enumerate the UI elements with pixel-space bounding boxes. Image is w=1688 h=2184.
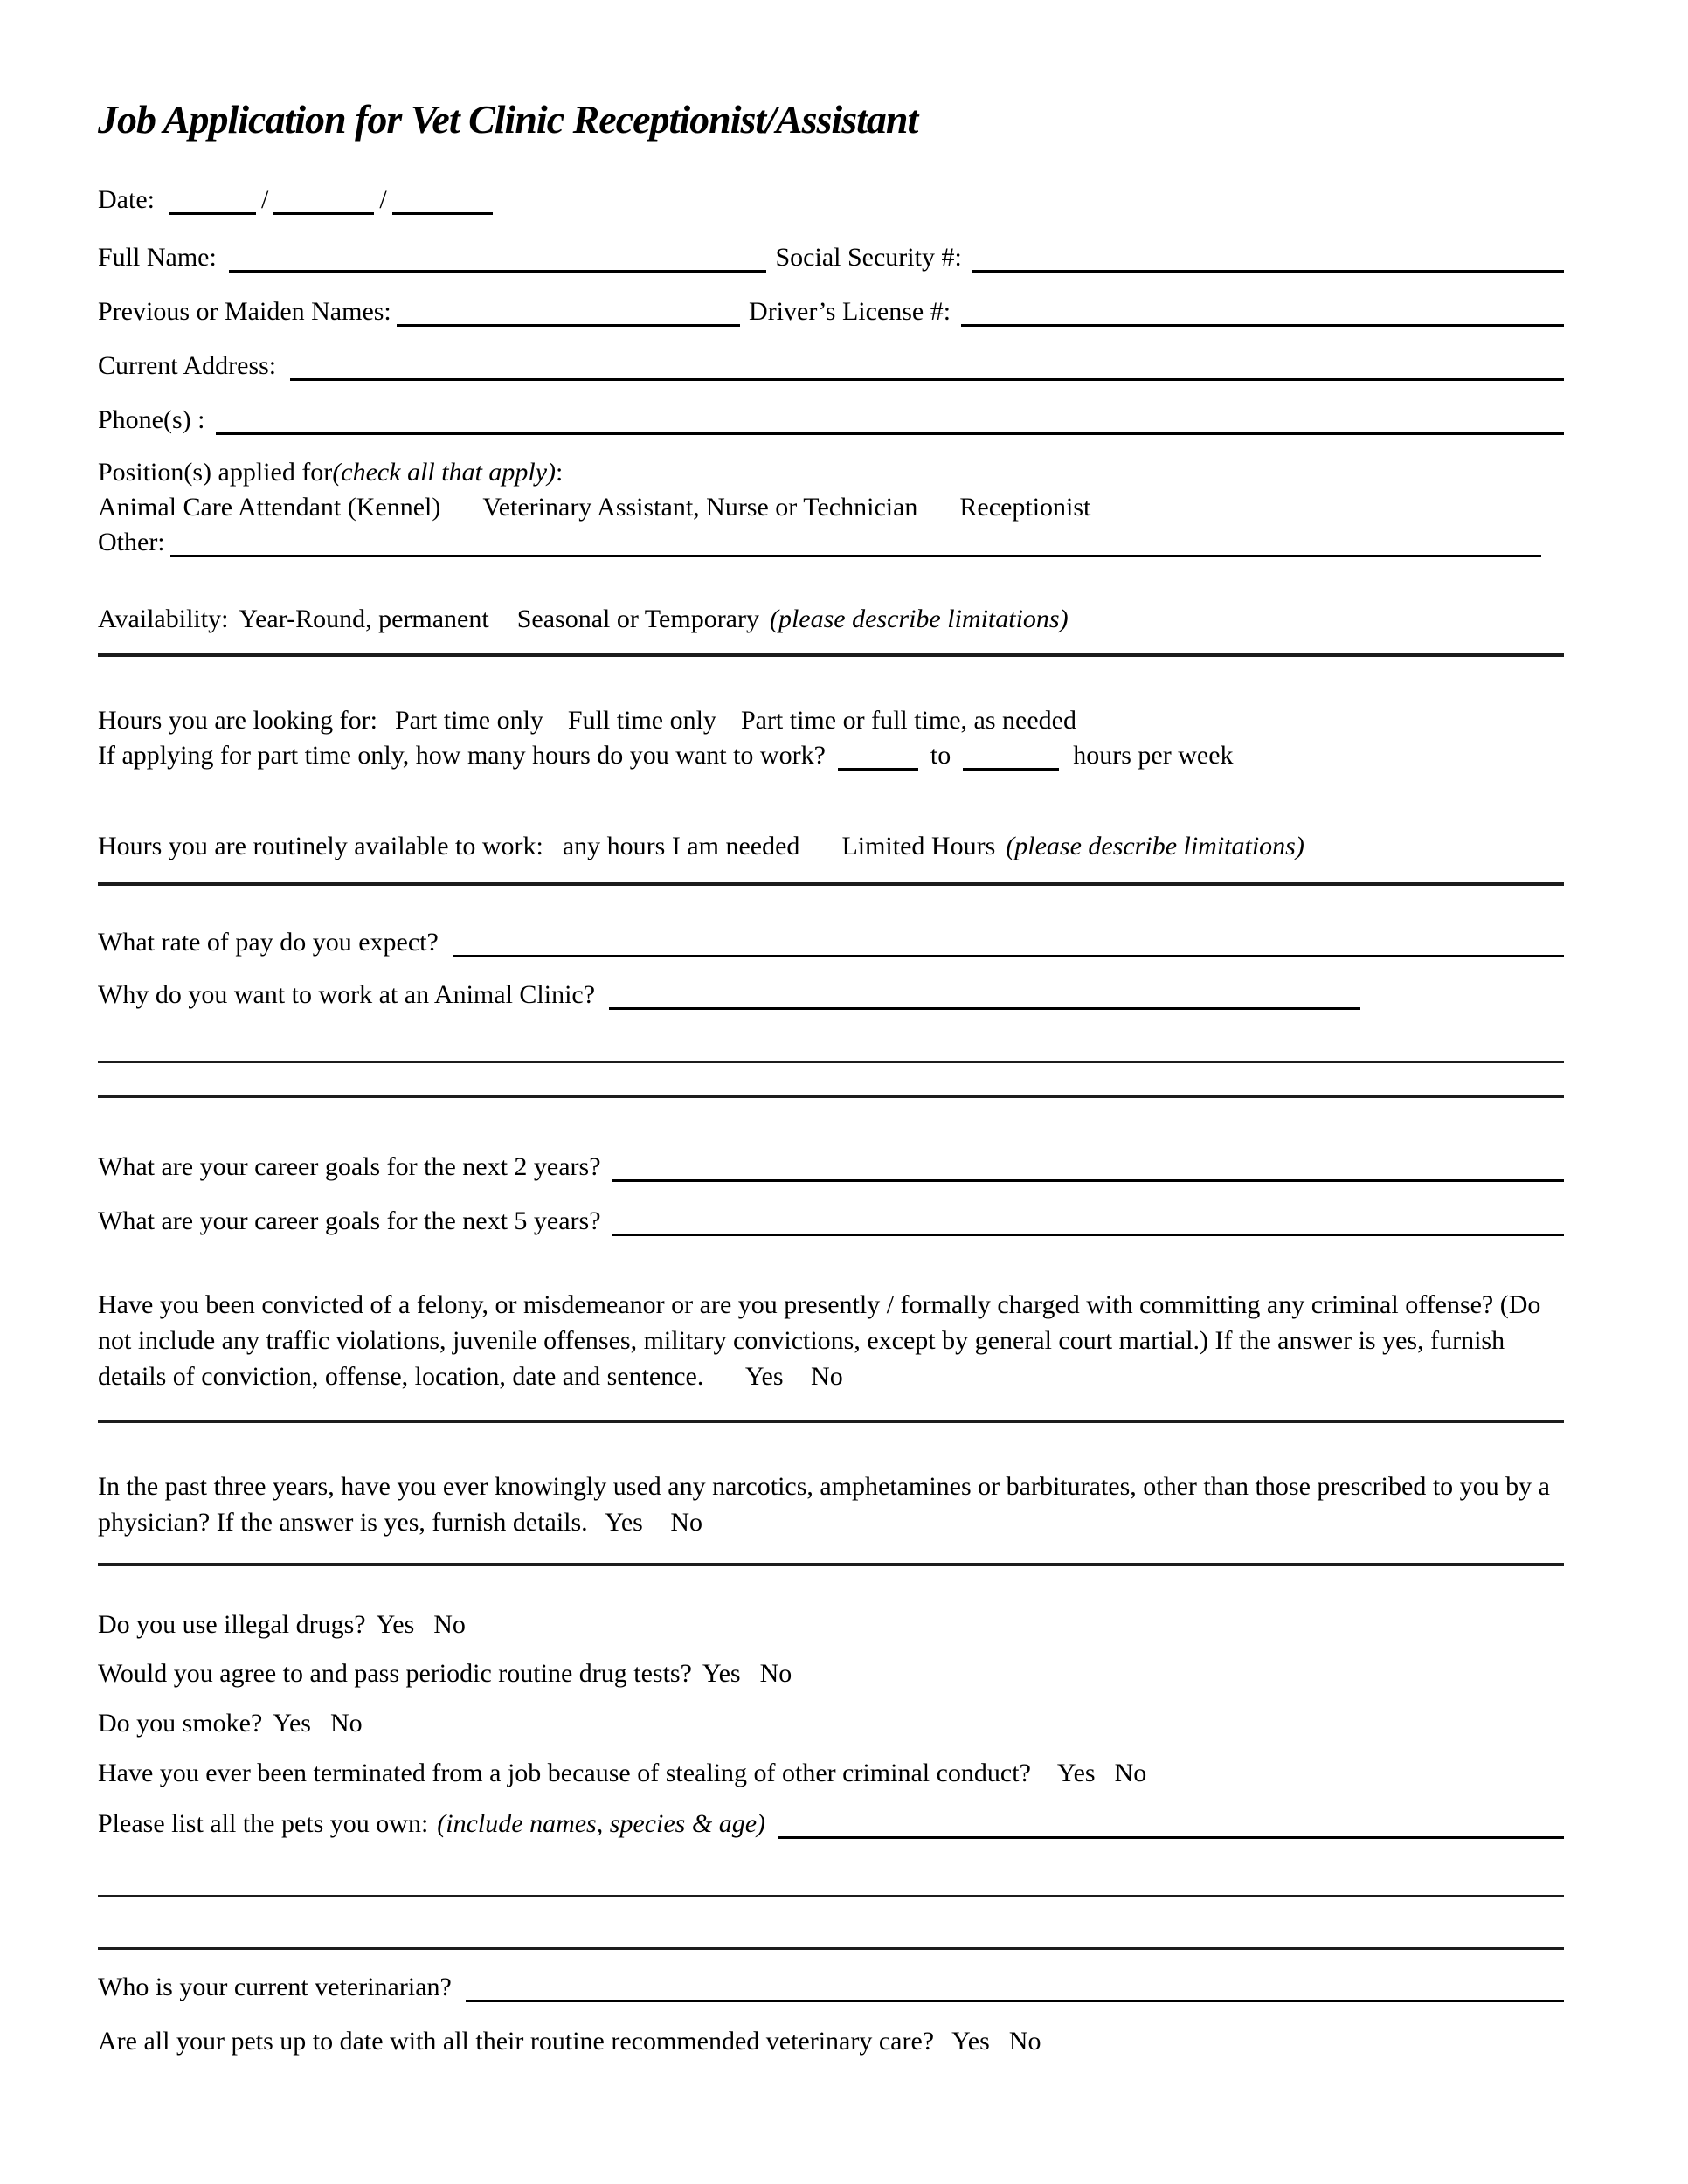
drivers-license-field[interactable] <box>961 297 1564 327</box>
availability-label: Availability: <box>98 605 229 633</box>
routine-hours-note: (please describe limitations) <box>1006 832 1304 860</box>
hours-option-part-time[interactable]: Part time only <box>394 706 543 735</box>
routine-option-limited[interactable]: Limited Hours <box>841 832 996 860</box>
terminated-question: Have you ever been terminated from a job because of stealing of other criminal conduct? <box>98 1759 1031 1787</box>
current-address-label: Current Address: <box>98 351 277 380</box>
why-clinic-field[interactable] <box>609 980 1360 1010</box>
narcotics-details-line[interactable] <box>98 1563 1564 1566</box>
goals-2yr-row <box>98 1152 1564 1182</box>
phones-row <box>98 405 1564 435</box>
veterinarian-question: Who is your current veterinarian? <box>98 1973 452 2001</box>
pets-up-to-date-row <box>98 2027 1564 2056</box>
pets-note: (include names, species & age) <box>437 1809 765 1838</box>
availability-note: (please describe limitations) <box>769 605 1069 633</box>
routine-hours-row <box>98 832 1564 861</box>
illegal-drugs-no-option[interactable]: No <box>433 1610 466 1639</box>
routine-limitations-line[interactable] <box>98 882 1564 886</box>
narcotics-question <box>98 1469 1564 1540</box>
page-title: Job Application for Vet Clinic Receptionist/Assistant <box>98 97 918 142</box>
why-clinic-answer-line-2[interactable] <box>98 1095 1564 1098</box>
date-month-field[interactable] <box>169 185 256 215</box>
position-option-receptionist[interactable]: Receptionist <box>959 493 1091 522</box>
smoke-yes-option[interactable]: Yes <box>273 1709 311 1738</box>
pets-up-to-date-yes-option[interactable]: Yes <box>951 2027 990 2056</box>
previous-names-label: Previous or Maiden Names: <box>98 297 391 326</box>
drug-tests-question: Would you agree to and pass periodic routine drug tests? <box>98 1659 692 1688</box>
full-name-field[interactable] <box>229 243 767 273</box>
goals-2yr-field[interactable] <box>612 1152 1564 1182</box>
smoke-row <box>98 1709 1564 1738</box>
pets-question: Please list all the pets you own: <box>98 1809 429 1838</box>
hours-looking-row <box>98 706 1564 736</box>
positions-other-row <box>98 528 1564 557</box>
date-year-field[interactable] <box>392 185 493 215</box>
pets-up-to-date-no-option[interactable]: No <box>1008 2027 1041 2056</box>
why-clinic-question: Why do you want to work at an Animal Clinic? <box>98 980 596 1009</box>
other-position-field[interactable] <box>170 528 1541 557</box>
ssn-field[interactable] <box>972 243 1564 273</box>
pets-field[interactable] <box>778 1809 1564 1839</box>
hours-option-full-time[interactable]: Full time only <box>567 706 716 735</box>
narcotics-no-option[interactable]: No <box>670 1508 703 1537</box>
ssn-label: Social Security #: <box>775 243 962 272</box>
availability-option-seasonal[interactable]: Seasonal or Temporary <box>516 605 759 633</box>
smoke-question: Do you smoke? <box>98 1709 263 1738</box>
pets-answer-line-1[interactable] <box>98 1895 1564 1897</box>
position-option-vet-assistant[interactable]: Veterinary Assistant, Nurse or Technician <box>482 493 918 522</box>
other-label: Other: <box>98 528 165 556</box>
veterinarian-field[interactable] <box>466 1973 1564 2002</box>
pets-answer-line-2[interactable] <box>98 1947 1564 1950</box>
current-address-field[interactable] <box>290 351 1564 381</box>
goals-5yr-row <box>98 1206 1564 1236</box>
date-row <box>98 185 1564 215</box>
felony-yes-option[interactable]: Yes <box>744 1362 784 1391</box>
felony-question-text: Have you been convicted of a felony, or misdemeanor or are you presently / formally charged with committing any criminal offense? (Do not include any traffic violations, juvenile offenses, military convictions, except by general court martial.) If the answer is yes, furnish details of conviction, offense, location, date and sentence. <box>98 1290 1541 1391</box>
positions-options-row <box>98 493 1564 522</box>
full-name-label: Full Name: <box>98 243 217 272</box>
hours-option-part-or-full[interactable]: Part time or full time, as needed <box>740 706 1076 735</box>
pets-row <box>98 1809 1564 1839</box>
positions-intro-note: (check all that apply) <box>332 458 557 487</box>
terminated-row <box>98 1759 1564 1788</box>
goals-5yr-field[interactable] <box>612 1206 1564 1236</box>
part-time-hours-row <box>98 741 1564 771</box>
position-option-kennel[interactable]: Animal Care Attendant (Kennel) <box>98 493 441 522</box>
routine-hours-label: Hours you are routinely available to work: <box>98 832 543 860</box>
felony-details-line[interactable] <box>98 1420 1564 1423</box>
illegal-drugs-row <box>98 1610 1564 1640</box>
name-ssn-row <box>98 243 1564 273</box>
positions-intro-colon: : <box>556 458 564 487</box>
smoke-no-option[interactable]: No <box>329 1709 363 1738</box>
date-day-field[interactable] <box>273 185 374 215</box>
goals-2yr-question: What are your career goals for the next 2 years? <box>98 1152 601 1181</box>
hours-from-field[interactable] <box>838 741 918 771</box>
routine-option-any-hours[interactable]: any hours I am needed <box>562 832 800 860</box>
previous-names-field[interactable] <box>397 297 740 327</box>
address-row <box>98 351 1564 381</box>
why-clinic-answer-line-1[interactable] <box>98 1061 1564 1063</box>
narcotics-question-text: In the past three years, have you ever knowingly used any narcotics, amphetamines or barbiturates, other than those prescribed to you by a physician? If the answer is yes, furnish details. <box>98 1472 1550 1537</box>
hours-to-field[interactable] <box>963 741 1059 771</box>
availability-limitations-line[interactable] <box>98 653 1564 657</box>
hours-per-week-label: hours per week <box>1073 741 1234 770</box>
availability-row <box>98 605 1564 634</box>
veterinarian-row <box>98 1973 1564 2002</box>
drug-tests-row <box>98 1659 1564 1689</box>
terminated-yes-option[interactable]: Yes <box>1056 1759 1096 1787</box>
hours-looking-label: Hours you are looking for: <box>98 706 377 735</box>
availability-option-year-round[interactable]: Year-Round, permanent <box>239 605 489 633</box>
hours-to-label: to <box>930 741 951 770</box>
drug-tests-yes-option[interactable]: Yes <box>702 1659 741 1688</box>
drug-tests-no-option[interactable]: No <box>759 1659 792 1688</box>
narcotics-yes-option[interactable]: Yes <box>605 1508 643 1537</box>
pay-field[interactable] <box>453 928 1564 957</box>
phones-field[interactable] <box>216 405 1565 435</box>
pay-question: What rate of pay do you expect? <box>98 928 439 957</box>
positions-intro-label: Position(s) applied for <box>98 458 333 487</box>
positions-intro-row <box>98 458 1564 487</box>
prev-names-license-row <box>98 297 1564 327</box>
illegal-drugs-yes-option[interactable]: Yes <box>376 1610 415 1639</box>
date-separator: / <box>379 185 387 214</box>
pets-up-to-date-question: Are all your pets up to date with all their routine recommended veterinary care? <box>98 2027 935 2056</box>
phones-label: Phone(s) : <box>98 405 205 434</box>
date-label: Date: <box>98 185 155 214</box>
felony-question <box>98 1287 1564 1394</box>
why-clinic-row <box>98 980 1564 1010</box>
goals-5yr-question: What are your career goals for the next 5 years? <box>98 1206 601 1235</box>
date-separator: / <box>260 185 269 214</box>
felony-no-option[interactable]: No <box>811 1362 843 1391</box>
pay-row <box>98 928 1564 957</box>
part-time-hours-question: If applying for part time only, how many hours do you want to work? <box>98 741 826 770</box>
illegal-drugs-question: Do you use illegal drugs? <box>98 1610 366 1639</box>
terminated-no-option[interactable]: No <box>1114 1759 1147 1787</box>
drivers-license-label: Driver’s License #: <box>749 297 951 326</box>
